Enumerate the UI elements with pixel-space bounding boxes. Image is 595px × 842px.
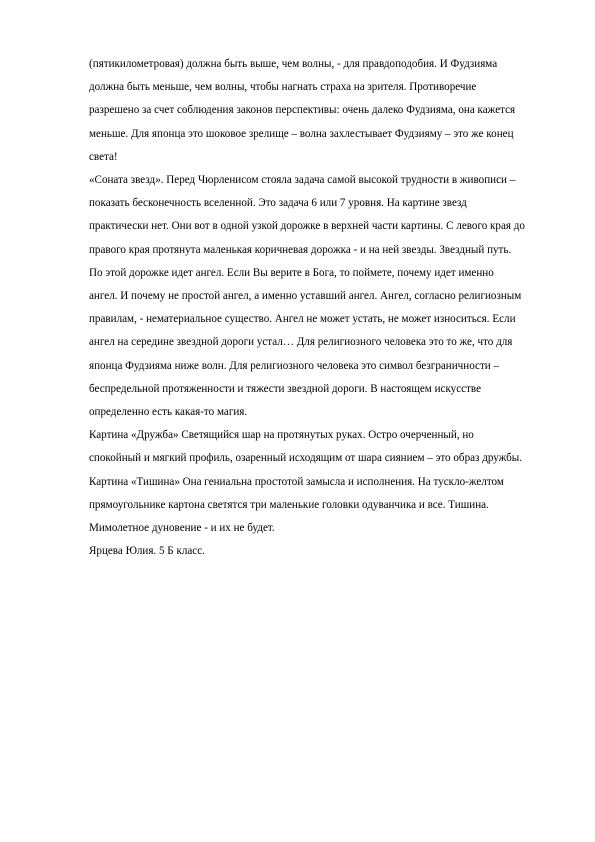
paragraph-hokusai-wave: (пятикилометровая) должна быть выше, чем волны, - для правдоподобия. И Фудзияма должна быть меньше, чем волны, чтобы нагнать страха на зрителя. Противоречие разрешено за счет соблюдения законов перспективы: очень далеко Фудзияма, она кажется меньше. Для японца это шоковое зрелище – волна захлестывает Фудзияму – это же конец света! — [89, 58, 516, 163]
paragraph-silence: Картина «Тишина» Она гениальна простотой замысла и исполнения. На тускло-желтом прямоугольнике картона светятся три маленькие головки одуванчика и все. Тишина. Мимолетное дуновение - и их не будет. — [89, 475, 504, 535]
paragraph-sonata-of-stars: «Соната звезд». Перед Чюрленисом стояла задача самой высокой трудности в живописи – показать бесконечность вселенной. Это задача 6 или 7 уровня. На картине звезд практически нет. Они вот в одной узкой дорожке в верхней части картины. С левого края до правого края протянута маленькая коричневая дорожка - и на ней звезды. Звездный путь. По этой дорожке идет ангел. Если Вы верите в Бога, то поймете, почему идет именно ангел. И почему не простой ангел, а именно уставший ангел. Ангел, согласно религиозным правилам, - нематериальное существо. Ангел не может устать, не может износиться. Если ангел на середине звездной дороги устал… Для религиозного человека это то же, что для японца Фудзияма ниже волн. Для религиозного человека это символ безграничности – беспредельной протяженности и тяжести звездной дороги. В настоящем искусстве определенно есть какая-то магия. — [89, 174, 525, 419]
author-signature: Ярцева Юлия. 5 Б класс. — [89, 545, 205, 558]
paragraph-friendship: Картина «Дружба» Светящийся шар на протянутых руках. Остро очерченный, но спокойный и мягкий профиль, озаренный исходящим от шара сиянием – это образ дружбы. — [89, 429, 523, 465]
document-body — [89, 53, 525, 563]
